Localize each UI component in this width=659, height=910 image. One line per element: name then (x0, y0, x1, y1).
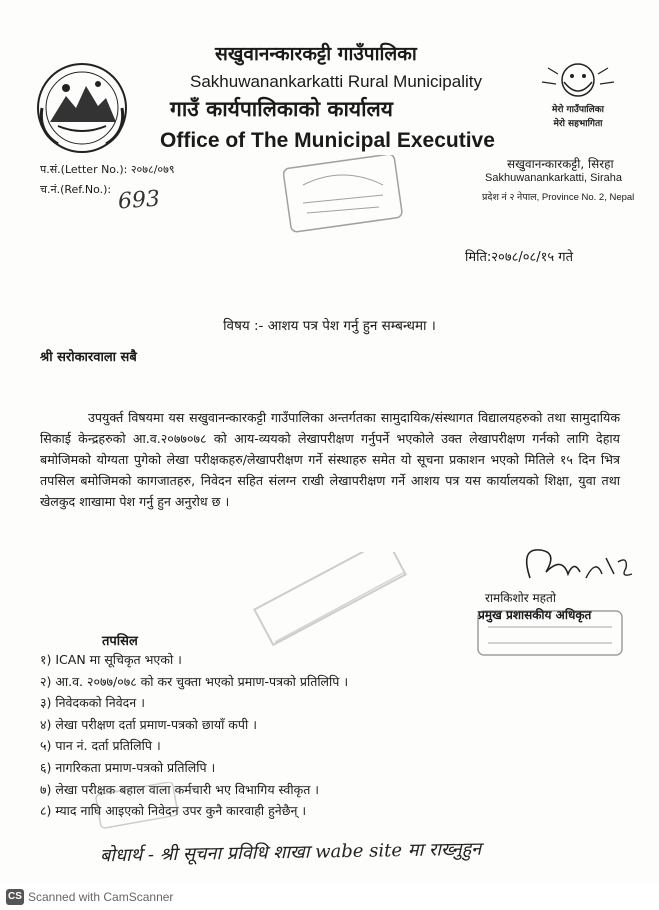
enclosure-item: ८) म्याद नाघि आइएको निवेदन उपर कुनै कारवाही हुनेछैन् । (40, 803, 307, 819)
enclosure-item: ६) नागरिकता प्रमाण-पत्रको प्रतिलिपि । (40, 759, 216, 775)
enclosure-item: ७) लेखा परीक्षक बहाल वाला कर्मचारी भए विभागिय स्वीकृत । (40, 781, 320, 797)
participation-logo-icon (528, 60, 628, 140)
signatory-stamp-icon (470, 603, 630, 663)
badge-line-1: मेरो गाउँपालिका (552, 105, 604, 115)
letter-date: मिति:२०७८/०८/१५ गते (465, 250, 573, 265)
enclosure-item: ५) पान नं. दर्ता प्रतिलिपि । (40, 738, 161, 754)
receipt-stamp-icon (283, 155, 403, 235)
faint-bottom-stamp-icon (92, 782, 182, 830)
reference-number-handwritten: 693 (117, 186, 161, 215)
copy-to-note-handwritten: बोधार्थ - श्री सूचना प्रविधि शाखा wabe site मा राख्नुहुन (99, 838, 482, 867)
scanner-watermark-bar (0, 884, 659, 910)
letter-addressee: श्री सरोकारवाला सबै (40, 350, 137, 365)
letter-number: प.सं.(Letter No.): २०७८/०७९ (40, 163, 175, 176)
badge-line-2: मेरो सहभागिता (553, 119, 603, 129)
enclosure-item: २) आ.व. २०७७/०७८ को कर चुक्ता भएको प्रमाण-पत्रको प्रतिलिपि । (40, 673, 349, 689)
enclosure-heading: तपसिल (102, 634, 138, 649)
address-np: सखुवानन्कारकट्टी, सिरहा (507, 157, 614, 171)
enclosure-item: ४) लेखा परीक्षण दर्ता प्रमाण-पत्रको छायाँ कपी । (40, 716, 257, 732)
office-name-en: Office of The Municipal Executive (160, 129, 495, 152)
letter-body: उपयुर्क्त विषयमा यस सखुवानन्कारकट्टी गाउँपालिका अन्तर्गतका सामुदायिक/संस्थागत विद्यालयहरुको तथा सामुदायिक सिकाई केन्द्रहरुको आ.व.२०७७०७८ को आय-व्ययको लेखापरीक्षण गर्नुपर्ने भएकोले उक्त लेखापरीक्षण गर्नको लागि देहाय बमोजिमको योग्यता पुगेको लेखा परीक्षकहरु/लेखापरीक्षण गर्ने संस्थाहरु समेत यो सूचना प्रकाशन भएको मितिले १५ दिन भित्र तपसिल बमोजिमको कागजातहरु, निवेदन सहित संलग्न राखी लेखापरीक्षण गर्ने आशय पत्र यस कार्यालयको शिक्षा, युवा तथा खेलकुद शाखामा पेश गर्नु हुन अनुरोध छ । (40, 410, 620, 509)
municipality-name-np: सखुवानन्कारकट्टी गाउँपालिका (215, 43, 417, 65)
government-emblem-icon (36, 62, 128, 154)
reference-number-label: च.नं.(Ref.No.): (40, 183, 112, 196)
camscanner-logo-icon: CS (6, 889, 24, 905)
signatory-name: रामकिशोर महतो (485, 591, 557, 605)
office-name-np: गाउँ कार्यपालिकाको कार्यालय (170, 97, 393, 121)
address-en: Sakhuwanankarkatti, Siraha (485, 172, 622, 184)
enclosure-item: १) ICAN मा सूचिकृत भएको । (40, 652, 182, 667)
province-line: प्रदेश नं २ नेपाल, Province No. 2, Nepal (482, 192, 635, 203)
letter-subject: विषय :- आशय पत्र पेश गर्नु हुन सम्बन्धमा । (223, 318, 436, 334)
municipality-name-en: Sakhuwanankarkatti Rural Municipality (190, 72, 482, 91)
scanner-watermark-text: Scanned with CamScanner (28, 890, 174, 904)
signatory-role: प्रमुख प्रशासकीय अधिकृत (478, 608, 592, 622)
enclosure-list (40, 649, 348, 822)
enclosure-item: ३) निवेदकको निवेदन । (40, 695, 145, 711)
